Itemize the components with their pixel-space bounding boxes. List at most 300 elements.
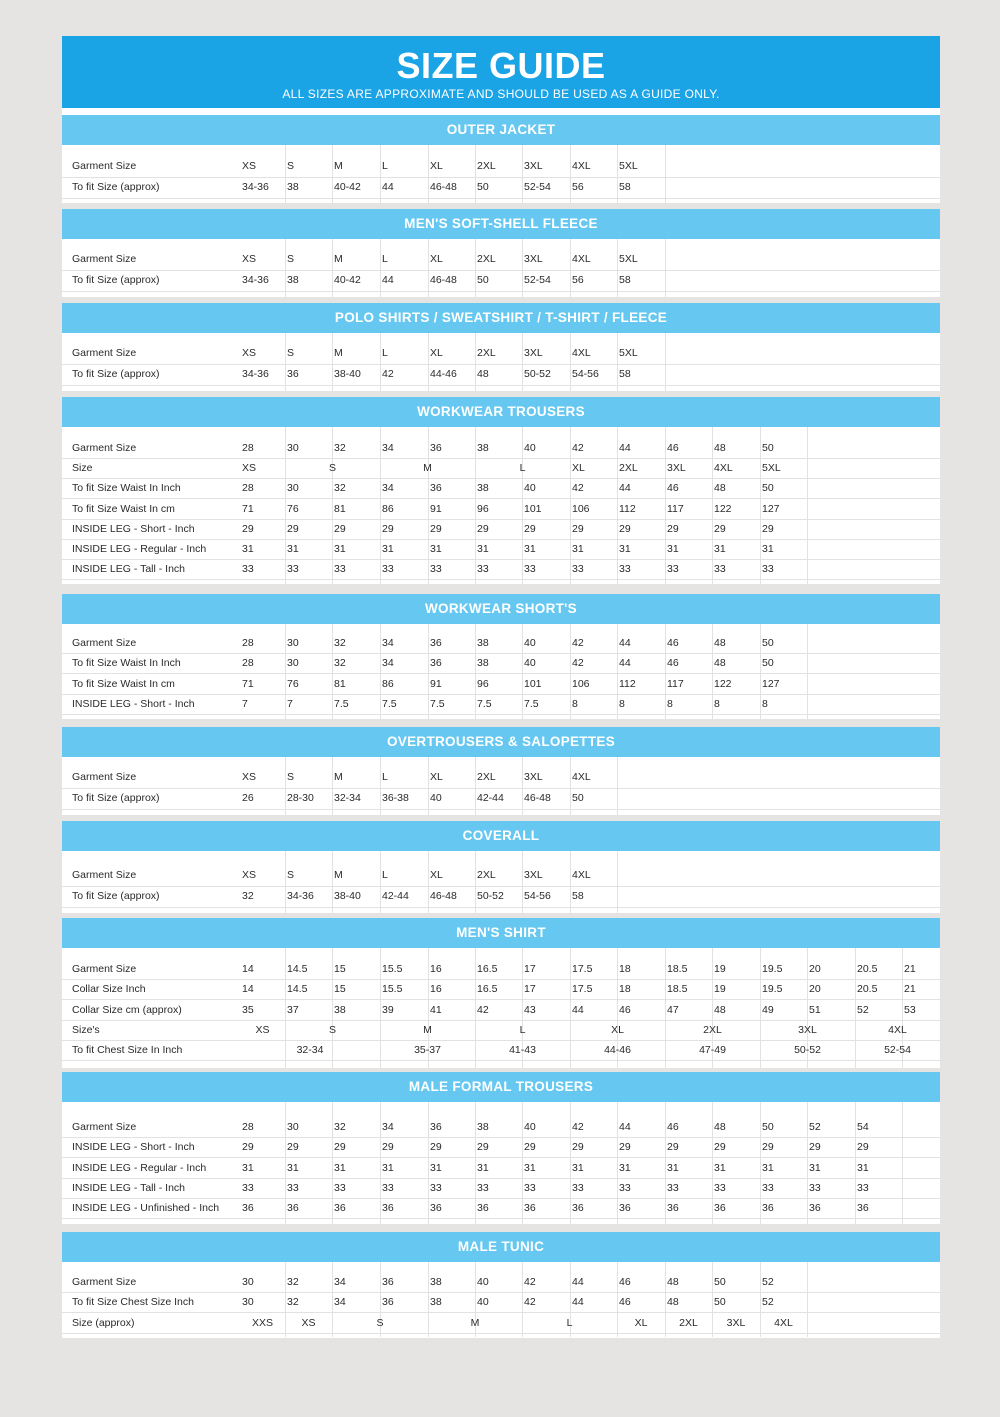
table-cell: 33 — [857, 1182, 869, 1194]
table-cell: 28 — [242, 1121, 254, 1133]
table-cell: 2XL — [477, 253, 496, 265]
table-cell: 50-52 — [477, 890, 504, 902]
table-cell: 48 — [714, 442, 726, 454]
column-divider — [570, 239, 571, 297]
table-cell: 31 — [430, 1162, 442, 1174]
table-cell: XS — [242, 462, 257, 474]
table-cell: 31 — [287, 1162, 299, 1174]
table-cell: 36 — [857, 1202, 869, 1214]
table-cell: 52 — [762, 1276, 774, 1288]
table-cell: 36 — [619, 1202, 631, 1214]
table-cell: 54 — [857, 1121, 869, 1133]
table-cell: 28 — [242, 482, 254, 494]
table-cell: 38 — [287, 274, 299, 286]
table-cell: 33 — [477, 563, 489, 575]
table-cell: 21 — [904, 963, 916, 975]
table-cell: 33 — [287, 1182, 299, 1194]
table-cell: 71 — [242, 503, 254, 515]
table-cell: 7.5 — [382, 698, 397, 710]
table-cell: 31 — [809, 1162, 821, 1174]
table-cell: 50 — [477, 274, 489, 286]
table-cell: 52 — [762, 1296, 774, 1308]
table-cell: 3XL — [524, 869, 543, 881]
column-divider — [902, 1102, 903, 1224]
column-divider — [522, 145, 523, 203]
table-cell: 32-34 — [296, 1044, 324, 1056]
column-divider — [712, 1102, 713, 1224]
table-cell: XXS — [251, 1317, 273, 1329]
table-cell: 20.5 — [857, 983, 878, 995]
table-cell: 7 — [287, 698, 293, 710]
table-cell: 31 — [242, 543, 254, 555]
row-divider — [62, 653, 940, 654]
row-label: Garment Size — [72, 1121, 137, 1133]
table-cell: 48 — [714, 1121, 726, 1133]
table-cell: XL — [430, 253, 443, 265]
table-cell: 117 — [667, 678, 684, 690]
table-cell: 20.5 — [857, 963, 878, 975]
section-gap — [62, 719, 940, 727]
table-cell: XS — [242, 347, 257, 359]
table-cell: 52-54 — [524, 274, 551, 286]
column-divider — [570, 624, 571, 719]
column-divider — [285, 851, 286, 913]
column-divider — [428, 624, 429, 719]
table-cell: 56 — [572, 181, 584, 193]
table-cell: 31 — [714, 1162, 726, 1174]
table-cell: 3XL — [524, 253, 543, 265]
table-cell: 20 — [809, 983, 821, 995]
table-cell: 46 — [667, 1121, 679, 1133]
row-label: Garment Size — [72, 160, 137, 172]
column-divider — [285, 239, 286, 297]
table-cell: M — [334, 253, 343, 265]
table-cell: L — [566, 1317, 573, 1329]
table-cell: 5XL — [762, 462, 781, 474]
table-cell: L — [382, 253, 388, 265]
table-cell: 52 — [809, 1121, 821, 1133]
column-divider — [428, 851, 429, 913]
row-divider — [62, 809, 940, 810]
column-divider — [665, 239, 666, 297]
table-cell: 32 — [287, 1296, 299, 1308]
table-cell: 33 — [242, 1182, 254, 1194]
table-cell: 29 — [334, 523, 346, 535]
table-cell: 36 — [762, 1202, 774, 1214]
row-divider — [62, 1333, 940, 1334]
table-cell: 5XL — [619, 253, 638, 265]
table-cell: 8 — [762, 698, 768, 710]
table-cell: 33 — [809, 1182, 821, 1194]
table-cell: 40 — [430, 792, 442, 804]
table-cell: 48 — [714, 637, 726, 649]
column-divider — [332, 1102, 333, 1224]
table-cell: L — [519, 1024, 526, 1036]
page-title: SIZE GUIDE — [396, 45, 606, 86]
row-divider — [62, 177, 940, 178]
table-cell: 50-52 — [524, 368, 551, 380]
table-cell: 31 — [762, 543, 774, 555]
row-divider — [62, 673, 940, 674]
table-cell: 36 — [382, 1202, 394, 1214]
table-cell: 46 — [667, 482, 679, 494]
section-header: MEN'S SOFT-SHELL FLEECE — [62, 209, 940, 239]
table-cell: 32 — [334, 442, 346, 454]
table-cell: 14 — [242, 963, 254, 975]
table-cell: 31 — [242, 1162, 254, 1174]
column-divider — [760, 427, 761, 584]
table-cell: 71 — [242, 678, 254, 690]
table-cell: 33 — [430, 563, 442, 575]
table-cell: 48 — [714, 1004, 726, 1016]
row-label: To fit Size Waist In cm — [72, 678, 175, 690]
table-cell: 36 — [287, 1202, 299, 1214]
table-cell: 30 — [287, 482, 299, 494]
row-divider — [62, 498, 940, 499]
table-cell: XS — [242, 160, 257, 172]
table-cell: L — [519, 462, 526, 474]
table-cell: 16.5 — [477, 983, 498, 995]
column-divider — [617, 239, 618, 297]
table-cell: 29 — [572, 523, 584, 535]
table-cell: 44 — [572, 1276, 584, 1288]
size-table — [62, 239, 940, 297]
table-cell: 18 — [619, 983, 631, 995]
table-cell: 127 — [762, 503, 780, 515]
section-header: MEN'S SHIRT — [62, 918, 940, 948]
table-cell: 36 — [430, 637, 442, 649]
table-cell: 54-56 — [524, 890, 551, 902]
table-cell: 112 — [619, 503, 636, 515]
column-divider — [855, 1102, 856, 1224]
table-cell: M — [334, 160, 343, 172]
table-cell: S — [287, 347, 295, 359]
row-label: To fit Size (approx) — [72, 890, 160, 902]
row-label: Size (approx) — [72, 1317, 135, 1329]
table-cell: 33 — [334, 563, 346, 575]
row-label: INSIDE LEG - Tall - Inch — [72, 563, 186, 575]
table-cell: 42 — [524, 1276, 536, 1288]
table-cell: 3XL — [726, 1317, 746, 1329]
table-cell: 101 — [524, 678, 542, 690]
table-cell: 96 — [477, 678, 489, 690]
table-cell: 34-36 — [242, 181, 269, 193]
table-cell: 7.5 — [430, 698, 445, 710]
column-divider — [570, 1102, 571, 1224]
table-cell: XL — [634, 1317, 648, 1329]
table-cell: 17 — [524, 983, 536, 995]
column-divider — [940, 948, 941, 1068]
table-cell: 29 — [762, 1141, 774, 1153]
table-cell: 34-36 — [242, 274, 269, 286]
row-label: INSIDE LEG - Regular - Inch — [72, 543, 207, 555]
table-cell: 8 — [572, 698, 578, 710]
table-cell: 30 — [287, 637, 299, 649]
row-label: Collar Size cm (approx) — [72, 1004, 182, 1016]
table-cell: 106 — [572, 678, 590, 690]
table-cell: 32 — [334, 482, 346, 494]
column-divider — [285, 624, 286, 719]
table-cell: 52 — [857, 1004, 869, 1016]
column-divider — [380, 427, 381, 584]
row-divider — [62, 478, 940, 479]
table-cell: 50-52 — [794, 1044, 821, 1056]
table-cell: 44-46 — [430, 368, 457, 380]
table-cell: 28 — [242, 657, 254, 669]
table-cell: 36 — [477, 1202, 489, 1214]
table-cell: 33 — [667, 563, 679, 575]
section-header: OUTER JACKET — [62, 115, 940, 145]
table-cell: XL — [430, 160, 443, 172]
table-cell: 44 — [619, 482, 631, 494]
table-cell: 33 — [382, 1182, 394, 1194]
table-cell: 48 — [667, 1276, 679, 1288]
table-cell: 50 — [714, 1276, 726, 1288]
row-divider — [62, 1218, 940, 1219]
table-cell: 44 — [382, 274, 394, 286]
column-divider — [475, 145, 476, 203]
table-cell: 17 — [524, 963, 536, 975]
table-cell: 34 — [382, 657, 394, 669]
table-cell: 29 — [524, 1141, 536, 1153]
row-label: To fit Size (approx) — [72, 792, 160, 804]
table-cell: 36 — [430, 657, 442, 669]
size-table — [62, 948, 940, 1068]
table-cell: 29 — [762, 523, 774, 535]
table-cell: 37 — [287, 1004, 299, 1016]
table-cell: 40 — [524, 442, 536, 454]
row-label: Garment Size — [72, 347, 137, 359]
table-cell: 38 — [477, 442, 489, 454]
table-cell: 46 — [667, 637, 679, 649]
table-cell: 58 — [619, 368, 631, 380]
table-cell: 36-38 — [382, 792, 409, 804]
table-cell: 48 — [714, 482, 726, 494]
table-cell: 35-37 — [414, 1044, 441, 1056]
table-cell: 86 — [382, 678, 394, 690]
table-cell: 29 — [430, 1141, 442, 1153]
table-cell: 33 — [714, 1182, 726, 1194]
column-divider — [332, 851, 333, 913]
table-cell: 38 — [477, 657, 489, 669]
row-label: INSIDE LEG - Regular - Inch — [72, 1162, 207, 1174]
table-cell: 35 — [242, 1004, 254, 1016]
table-cell: 30 — [287, 657, 299, 669]
table-cell: 31 — [334, 1162, 346, 1174]
row-label: Garment Size — [72, 253, 137, 265]
table-cell: S — [328, 462, 336, 474]
row-label: Size — [72, 462, 93, 474]
column-divider — [617, 624, 618, 719]
column-divider — [617, 333, 618, 391]
table-cell: 38 — [477, 482, 489, 494]
table-cell: 30 — [242, 1296, 254, 1308]
table-cell: 42 — [524, 1296, 536, 1308]
table-cell: 17.5 — [572, 983, 593, 995]
table-cell: 49 — [762, 1004, 774, 1016]
table-cell: 32 — [334, 1121, 346, 1133]
table-cell: 2XL — [477, 771, 496, 783]
column-divider — [760, 1102, 761, 1224]
table-cell: 31 — [619, 1162, 631, 1174]
row-divider — [62, 579, 940, 580]
row-label: Garment Size — [72, 869, 137, 881]
table-cell: 7 — [242, 698, 248, 710]
table-cell: 38 — [287, 181, 299, 193]
table-cell: 38-40 — [334, 368, 361, 380]
table-cell: 112 — [619, 678, 636, 690]
column-divider — [285, 1102, 286, 1224]
table-cell: 40 — [477, 1276, 489, 1288]
table-cell: 32 — [334, 637, 346, 649]
table-cell: 29 — [242, 1141, 254, 1153]
column-divider — [380, 851, 381, 913]
table-cell: 31 — [572, 1162, 584, 1174]
column-divider — [428, 239, 429, 297]
table-cell: 36 — [430, 442, 442, 454]
table-cell: 40 — [524, 1121, 536, 1133]
table-cell: 36 — [334, 1202, 346, 1214]
table-cell: 4XL — [774, 1317, 793, 1329]
table-cell: 33 — [762, 563, 774, 575]
column-divider — [617, 427, 618, 584]
table-cell: 29 — [287, 523, 299, 535]
table-cell: 86 — [382, 503, 394, 515]
table-cell: 7.5 — [524, 698, 539, 710]
column-divider — [428, 1102, 429, 1224]
table-cell: 53 — [904, 1004, 916, 1016]
table-cell: 21 — [904, 983, 916, 995]
table-cell: 33 — [287, 563, 299, 575]
table-cell: 81 — [334, 503, 346, 515]
table-cell: 15 — [334, 963, 346, 975]
table-cell: 5XL — [619, 160, 638, 172]
table-cell: L — [382, 771, 388, 783]
table-cell: 50 — [762, 442, 774, 454]
table-cell: 33 — [524, 1182, 536, 1194]
table-cell: 31 — [334, 543, 346, 555]
row-divider — [62, 559, 940, 560]
table-cell: 46-48 — [430, 890, 457, 902]
table-cell: 38 — [477, 637, 489, 649]
table-cell: 50 — [762, 482, 774, 494]
table-cell: 15.5 — [382, 963, 403, 975]
table-cell: 4XL — [572, 160, 591, 172]
size-table — [62, 333, 940, 391]
table-cell: M — [423, 462, 432, 474]
table-cell: 44 — [572, 1296, 584, 1308]
table-cell: 14.5 — [287, 983, 308, 995]
column-divider — [428, 427, 429, 584]
table-cell: 40 — [524, 482, 536, 494]
table-cell: 32 — [334, 657, 346, 669]
column-divider — [380, 239, 381, 297]
row-label: Garment Size — [72, 771, 137, 783]
column-divider — [665, 333, 666, 391]
table-cell: 29 — [619, 1141, 631, 1153]
table-cell: 5XL — [619, 347, 638, 359]
table-cell: 4XL — [572, 253, 591, 265]
table-cell: 31 — [619, 543, 631, 555]
section-header: WORKWEAR SHORT'S — [62, 594, 940, 624]
table-cell: 16 — [430, 963, 442, 975]
column-divider — [475, 757, 476, 815]
row-label: To fit Chest Size In Inch — [72, 1044, 183, 1056]
table-cell: 44 — [382, 181, 394, 193]
column-divider — [332, 145, 333, 203]
column-divider — [570, 851, 571, 913]
table-cell: 44 — [619, 442, 631, 454]
table-cell: 31 — [477, 543, 489, 555]
row-divider — [62, 907, 940, 908]
row-label: INSIDE LEG - Unfinished - Inch — [72, 1202, 220, 1214]
table-cell: 29 — [477, 1141, 489, 1153]
row-label: To fit Size Waist In cm — [72, 503, 175, 515]
table-cell: 48 — [667, 1296, 679, 1308]
table-cell: 4XL — [572, 347, 591, 359]
row-divider — [62, 270, 940, 271]
row-label: Collar Size Inch — [72, 983, 146, 995]
column-divider — [380, 333, 381, 391]
column-divider — [570, 145, 571, 203]
table-cell: 3XL — [667, 462, 686, 474]
row-label: To fit Size (approx) — [72, 274, 160, 286]
table-cell: 56 — [572, 274, 584, 286]
row-label: To fit Size Waist In Inch — [72, 482, 181, 494]
row-label: Garment Size — [72, 963, 137, 975]
table-cell: 4XL — [714, 462, 733, 474]
table-cell: 31 — [762, 1162, 774, 1174]
table-cell: XL — [611, 1024, 624, 1036]
table-cell: 7.5 — [334, 698, 349, 710]
table-cell: 44-46 — [604, 1044, 631, 1056]
table-cell: 46 — [619, 1296, 631, 1308]
table-cell: 101 — [524, 503, 542, 515]
table-cell: 29 — [667, 523, 679, 535]
table-cell: 30 — [287, 442, 299, 454]
table-cell: 42 — [572, 637, 584, 649]
table-cell: 41-43 — [509, 1044, 536, 1056]
table-cell: 42 — [572, 1121, 584, 1133]
size-guide-card — [62, 36, 940, 1338]
table-cell: 15.5 — [382, 983, 403, 995]
table-cell: 29 — [430, 523, 442, 535]
table-cell: 20 — [809, 963, 821, 975]
table-cell: 2XL — [477, 869, 496, 881]
table-cell: 29 — [524, 523, 536, 535]
table-cell: 8 — [667, 698, 673, 710]
table-cell: 3XL — [798, 1024, 817, 1036]
column-divider — [285, 333, 286, 391]
table-cell: 96 — [477, 503, 489, 515]
table-cell: 48 — [714, 657, 726, 669]
table-cell: 50 — [762, 1121, 774, 1133]
table-cell: 19 — [714, 963, 726, 975]
table-cell: 34 — [334, 1276, 346, 1288]
table-cell: 50 — [762, 657, 774, 669]
table-cell: 3XL — [524, 771, 543, 783]
table-cell: M — [334, 347, 343, 359]
table-cell: 46-48 — [430, 274, 457, 286]
table-cell: 36 — [382, 1276, 394, 1288]
table-cell: 42 — [382, 368, 394, 380]
row-label: Garment Size — [72, 442, 137, 454]
table-cell: 40 — [477, 1296, 489, 1308]
column-divider — [570, 427, 571, 584]
table-cell: XS — [255, 1024, 270, 1036]
table-cell: 43 — [524, 1004, 536, 1016]
table-cell: 31 — [477, 1162, 489, 1174]
